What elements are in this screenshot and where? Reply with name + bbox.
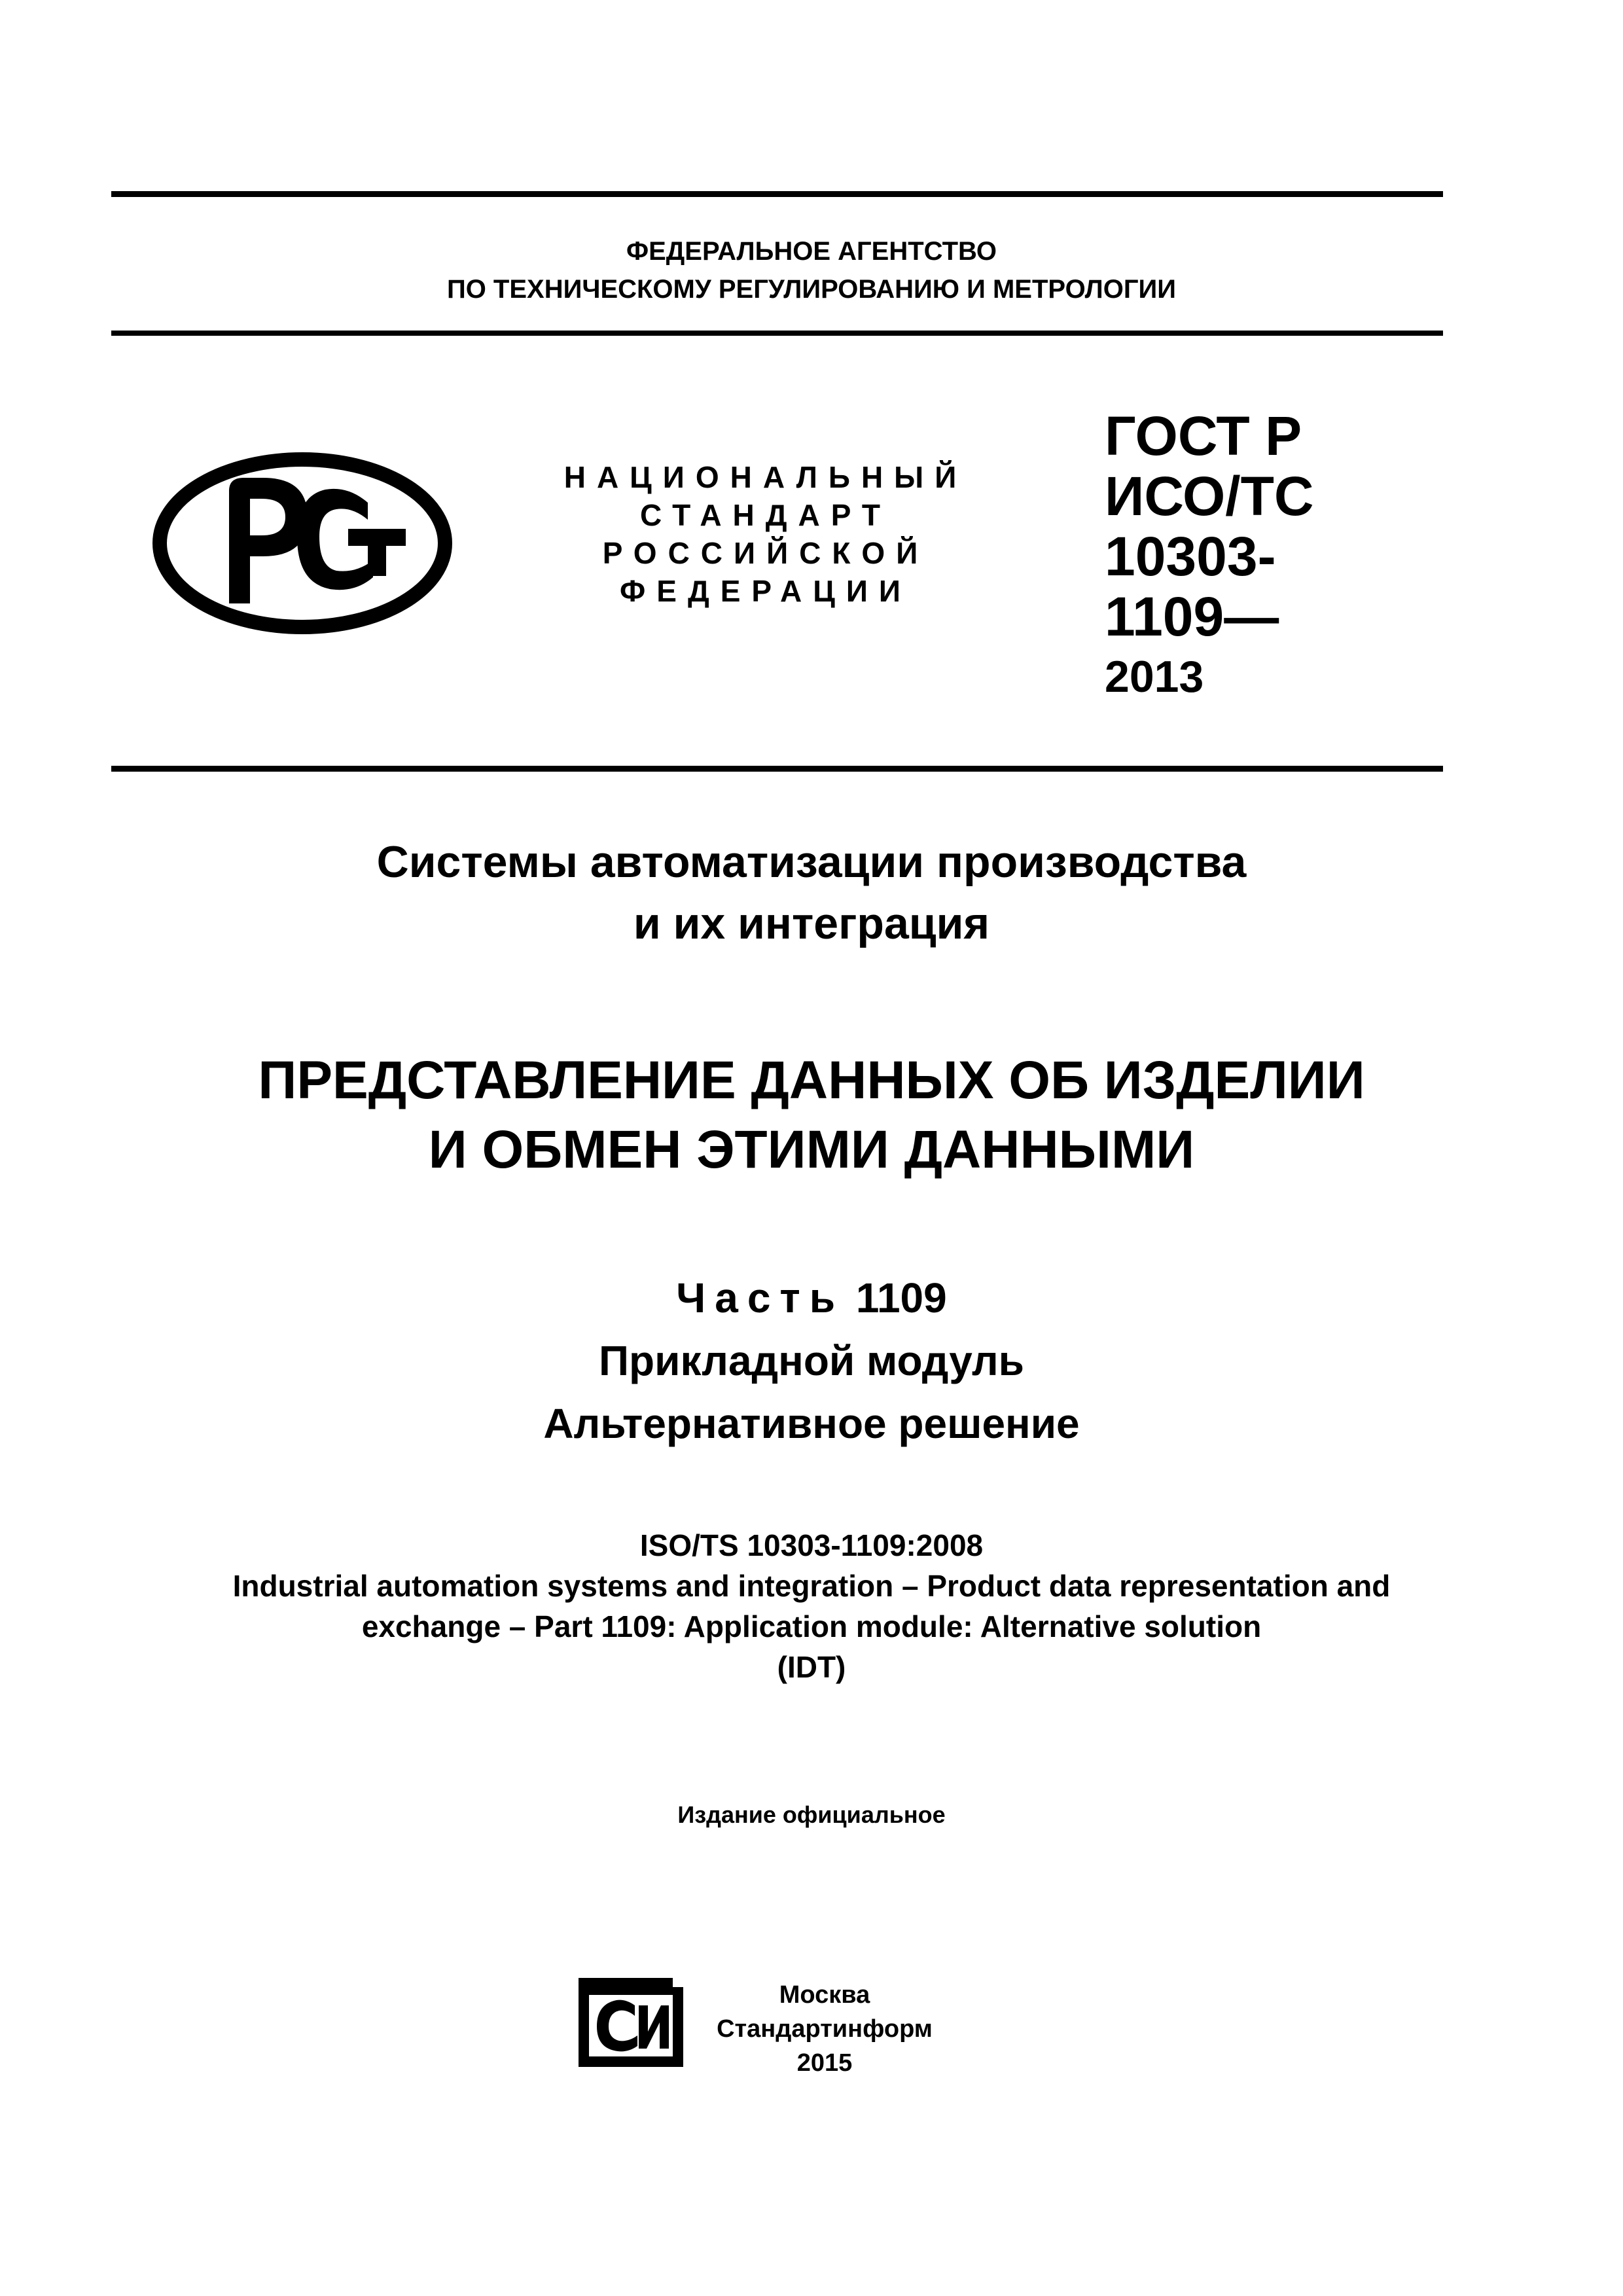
designation-year: 2013 [1105, 652, 1204, 702]
standartinform-logo-icon [575, 1971, 687, 2073]
national-standard-label [537, 458, 995, 610]
agency-line-1: ФЕДЕРАЛЬНОЕ АГЕНТСТВО [626, 237, 997, 266]
edition-label: Издание официальное [677, 1801, 946, 1828]
part-line-3: Альтернативное решение [543, 1400, 1080, 1447]
agency-line-2: ПО ТЕХНИЧЕСКОМУ РЕГУЛИРОВАНИЮ И МЕТРОЛОГИИ [446, 275, 1177, 304]
title-rule [111, 766, 1443, 772]
designation-line-1: ГОСТ Р [1105, 405, 1302, 467]
standard-designation [1105, 406, 1314, 707]
part-heading [0, 1266, 1623, 1329]
national-line-1: НАЦИОНАЛЬНЫЙ [563, 460, 968, 494]
part-number: 1109 [855, 1274, 947, 1321]
document-title [0, 1046, 1623, 1185]
title-line-2: И ОБМЕН ЭТИМИ ДАННЫМИ [428, 1120, 1195, 1179]
designation-line-3: 10303- [1105, 526, 1276, 587]
iso-reference [0, 1525, 1623, 1687]
agency-rule [111, 331, 1443, 336]
subtitle-line-2: и их интеграция [633, 899, 990, 948]
subtitle-line-1: Системы автоматизации производства [376, 837, 1247, 887]
top-rule [111, 191, 1443, 197]
designation-line-2: ИСО/ТС [1105, 465, 1314, 527]
part-label: Часть [676, 1274, 845, 1321]
document-subtitle [0, 831, 1623, 954]
part-line-2: Прикладной модуль [599, 1337, 1024, 1384]
rst-emblem-icon [152, 452, 453, 635]
part-block [0, 1266, 1623, 1455]
iso-degree: (IDT) [777, 1650, 846, 1684]
national-line-2: СТАНДАРТ [640, 498, 891, 532]
publisher-city: Москва [779, 1981, 870, 2009]
national-line-4: ФЕДЕРАЦИИ [620, 574, 912, 608]
iso-title-line-2: exchange – Part 1109: Application module: Alternative solution [361, 1609, 1262, 1643]
publisher-year: 2015 [796, 2049, 853, 2077]
designation-line-4: 1109— [1105, 586, 1279, 647]
national-line-3: РОССИЙСКОЙ [602, 536, 929, 570]
publisher-name: Стандартинформ [717, 2015, 933, 2043]
agency-header [0, 232, 1623, 308]
publisher-block [687, 1978, 962, 2080]
title-line-1: ПРЕДСТАВЛЕНИЕ ДАННЫХ ОБ ИЗДЕЛИИ [258, 1050, 1365, 1110]
iso-title-line-1: Industrial automation systems and integration – Product data representation and [232, 1569, 1391, 1603]
iso-code: ISO/TS 10303-1109:2008 [639, 1528, 984, 1562]
